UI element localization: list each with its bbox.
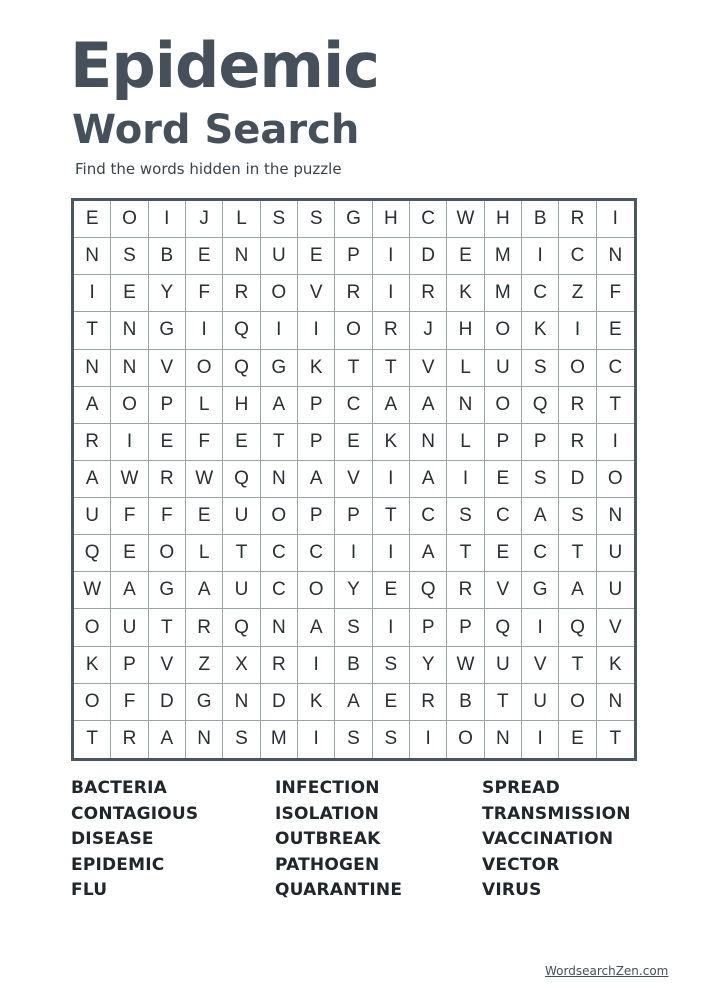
grid-cell[interactable]: A [74,387,111,424]
grid-cell[interactable]: I [373,535,410,572]
grid-cell[interactable]: U [223,572,260,609]
grid-cell[interactable]: R [74,424,111,461]
grid-cell[interactable]: E [447,238,484,275]
grid-cell[interactable]: Z [559,275,596,312]
grid-cell[interactable]: R [559,424,596,461]
grid-cell[interactable]: A [186,572,223,609]
grid-cell[interactable]: R [223,275,260,312]
grid-cell[interactable]: A [335,684,372,721]
word-item: QUARANTINE [275,880,403,901]
grid-cell[interactable]: P [410,609,447,646]
grid-cell[interactable]: W [447,201,484,238]
grid-cell[interactable]: H [485,201,522,238]
grid-cell[interactable]: N [447,387,484,424]
grid-cell[interactable]: I [298,312,335,349]
grid-cell[interactable]: X [223,647,260,684]
word-item: BACTERIA [71,778,167,798]
grid-cell[interactable]: T [74,721,111,758]
grid-cell[interactable]: C [261,572,298,609]
grid-cell[interactable]: I [111,424,148,461]
grid-cell[interactable]: E [186,238,223,275]
grid-cell[interactable]: N [74,350,111,387]
grid-cell[interactable]: N [597,684,634,721]
grid-cell[interactable]: M [485,238,522,275]
grid-cell[interactable]: E [559,721,596,758]
grid-cell[interactable]: R [111,721,148,758]
grid-cell[interactable]: O [261,498,298,535]
grid-cell[interactable]: N [186,721,223,758]
grid-cell[interactable]: E [186,498,223,535]
grid-cell[interactable]: O [74,609,111,646]
word-item: OUTBREAK [275,829,381,850]
grid-cell[interactable]: E [111,535,148,572]
grid-cell[interactable]: J [186,201,223,238]
grid-cell[interactable]: E [223,424,260,461]
grid-cell[interactable]: D [559,461,596,498]
grid-cell[interactable]: N [111,312,148,349]
word-item: INFECTION [275,778,380,798]
grid-cell[interactable]: B [149,238,186,275]
grid-cell[interactable]: O [111,387,148,424]
grid-cell[interactable]: P [485,424,522,461]
grid-cell[interactable]: I [559,312,596,349]
grid-cell[interactable]: C [410,498,447,535]
grid-cell[interactable]: T [597,387,634,424]
grid-cell[interactable]: U [223,498,260,535]
grid-cell[interactable]: Q [559,609,596,646]
grid-cell[interactable]: I [522,609,559,646]
word-item: VECTOR [482,854,560,875]
grid-cell[interactable]: E [485,535,522,572]
grid-cell[interactable]: D [410,238,447,275]
grid-cell[interactable]: P [522,424,559,461]
page-subtitle-heading: Word Search [72,107,360,153]
grid-cell[interactable]: C [597,350,634,387]
grid-cell[interactable]: Q [485,609,522,646]
grid-cell[interactable]: N [261,609,298,646]
grid-cell[interactable]: E [74,201,111,238]
grid-cell[interactable]: E [373,684,410,721]
grid-cell[interactable]: F [111,498,148,535]
grid-cell[interactable]: I [373,461,410,498]
grid-cell[interactable]: G [522,572,559,609]
grid-cell[interactable]: U [261,238,298,275]
grid-cell[interactable]: U [74,498,111,535]
grid-cell[interactable]: R [149,461,186,498]
grid-cell[interactable]: G [261,350,298,387]
grid-cell[interactable]: U [485,350,522,387]
word-item: FLU [71,880,108,901]
grid-cell[interactable]: N [597,498,634,535]
grid-cell[interactable]: Q [410,572,447,609]
grid-cell[interactable]: E [373,572,410,609]
grid-cell[interactable]: P [298,498,335,535]
grid-cell[interactable]: C [261,535,298,572]
site-link[interactable]: WordsearchZen.com [545,964,669,978]
grid-cell[interactable]: V [149,350,186,387]
grid-cell[interactable]: K [447,275,484,312]
grid-cell[interactable]: K [597,647,634,684]
grid-cell[interactable]: T [149,609,186,646]
grid-cell[interactable]: I [261,312,298,349]
grid-cell[interactable]: W [186,461,223,498]
grid-cell[interactable]: H [223,387,260,424]
grid-cell[interactable]: O [261,275,298,312]
grid-cell[interactable]: A [298,461,335,498]
grid-cell[interactable]: T [373,498,410,535]
grid-cell[interactable]: Q [522,387,559,424]
grid-cell[interactable]: C [522,535,559,572]
grid-cell[interactable]: K [373,424,410,461]
grid-cell[interactable]: J [410,312,447,349]
grid-cell[interactable]: K [298,350,335,387]
grid-cell[interactable]: F [186,424,223,461]
grid-cell[interactable]: A [111,572,148,609]
word-item: PATHOGEN [275,854,380,875]
grid-cell[interactable]: R [410,275,447,312]
grid-cell[interactable]: A [261,387,298,424]
grid-cell[interactable]: N [597,238,634,275]
grid-cell[interactable]: N [261,461,298,498]
grid-cell[interactable]: S [223,721,260,758]
grid-cell[interactable]: T [609,728,622,750]
grid-cell[interactable]: R [447,572,484,609]
grid-cell[interactable]: R [410,684,447,721]
grid-cell[interactable]: Q [223,461,260,498]
grid-cell[interactable]: I [149,201,186,238]
grid-cell[interactable]: O [485,312,522,349]
grid-cell[interactable]: W [74,572,111,609]
grid-cell[interactable]: Q [223,350,260,387]
grid-cell[interactable]: L [447,350,484,387]
grid-cell[interactable]: D [149,684,186,721]
word-item: VIRUS [482,880,542,901]
grid-cell[interactable]: R [186,609,223,646]
word-item: ISOLATION [275,803,380,824]
grid-cell[interactable]: I [298,721,335,758]
grid-cell[interactable]: P [335,498,372,535]
grid-cell[interactable]: W [111,461,148,498]
grid-cell[interactable]: I [597,201,634,238]
grid-cell[interactable]: I [522,721,559,758]
grid-cell[interactable]: S [298,201,335,238]
word-item: EPIDEMIC [71,854,165,875]
grid-cell[interactable]: A [149,721,186,758]
grid-cell[interactable]: S [373,647,410,684]
grid-cell[interactable]: Q [223,312,260,349]
grid-cell[interactable]: V [485,572,522,609]
grid-cell[interactable]: K [522,312,559,349]
grid-cell[interactable]: Z [186,647,223,684]
grid-cell[interactable]: P [447,609,484,646]
grid-cell[interactable]: T [74,312,111,349]
grid-cell[interactable]: U [597,535,634,572]
grid-cell[interactable]: O [559,350,596,387]
grid-cell[interactable]: E [111,275,148,312]
grid-cell[interactable]: K [298,684,335,721]
page-title: Epidemic [70,29,380,102]
grid-cell[interactable]: R [261,647,298,684]
grid-cell[interactable]: F [597,275,634,312]
grid-cell[interactable]: P [335,238,372,275]
grid-cell[interactable]: U [597,572,634,609]
word-list-column-1 [71,776,198,904]
word-item: CONTAGIOUS [71,803,199,824]
grid-cell[interactable]: S [447,498,484,535]
grid-cell[interactable]: S [335,721,372,758]
grid-cell[interactable]: R [559,201,596,238]
grid-cell[interactable]: T [335,350,372,387]
grid-cell[interactable]: C [335,387,372,424]
grid-cell[interactable]: E [298,238,335,275]
grid-cell[interactable]: Q [74,535,111,572]
grid-cell[interactable]: B [522,201,559,238]
grid-cell[interactable]: C [559,238,596,275]
grid-cell[interactable]: B [335,647,372,684]
grid-cell[interactable]: M [261,721,298,758]
grid-cell[interactable]: W [447,647,484,684]
grid-cell[interactable]: I [186,312,223,349]
grid-cell[interactable]: A [74,461,111,498]
grid-cell[interactable]: N [223,238,260,275]
word-list-column-3 [482,776,631,904]
grid-cell[interactable]: A [298,609,335,646]
grid-cell[interactable]: S [522,461,559,498]
grid-cell[interactable]: E [335,424,372,461]
grid-cell[interactable]: O [335,312,372,349]
word-list [0,776,707,906]
grid-cell[interactable]: A [373,387,410,424]
grid-cell[interactable]: A [559,572,596,609]
grid-cell[interactable]: V [149,647,186,684]
grid-cell[interactable]: I [373,609,410,646]
grid-cell[interactable]: V [522,647,559,684]
grid-cell[interactable]: N [485,721,522,758]
word-item: TRANSMISSION [482,803,631,824]
grid-cell[interactable]: Y [149,275,186,312]
grid-cell[interactable]: P [298,387,335,424]
grid-cell[interactable]: O [485,387,522,424]
grid-cell[interactable]: O [149,535,186,572]
instructions-text: Find the words hidden in the puzzle [75,160,342,178]
grid-cell[interactable]: P [298,424,335,461]
grid-cell[interactable]: I [410,721,447,758]
grid-cell[interactable]: V [298,275,335,312]
grid-cell[interactable]: I [298,647,335,684]
grid-cell[interactable]: F [149,498,186,535]
grid-cell[interactable]: N [410,424,447,461]
grid-cell[interactable]: N [223,684,260,721]
grid-cell[interactable]: R [559,387,596,424]
grid-cell[interactable]: I [74,275,111,312]
grid-cell[interactable]: S [261,201,298,238]
grid-cell[interactable]: R [373,312,410,349]
grid-cell[interactable]: O [111,201,148,238]
grid-cell[interactable]: G [149,312,186,349]
grid-cell[interactable]: T [261,424,298,461]
grid-cell[interactable]: H [373,201,410,238]
grid-cell[interactable]: N [74,238,111,275]
grid-cell[interactable]: V [410,350,447,387]
grid-cell[interactable]: U [522,684,559,721]
grid-cell[interactable]: U [111,609,148,646]
word-item: VACCINATION [482,829,614,850]
grid-cell[interactable]: R [335,275,372,312]
puzzle-grid-frame [71,198,637,761]
grid-cell[interactable]: Y [335,572,372,609]
grid-cell[interactable]: L [186,535,223,572]
word-item: SPREAD [482,778,560,798]
grid-cell[interactable]: N [111,350,148,387]
grid-cell[interactable]: O [597,461,634,498]
grid-cell[interactable]: T [373,350,410,387]
grid-cell[interactable]: O [298,572,335,609]
grid-cell[interactable]: O [447,721,484,758]
grid-cell[interactable]: L [447,424,484,461]
grid-cell[interactable]: O [559,684,596,721]
grid-cell[interactable]: S [373,721,410,758]
grid-cell[interactable]: F [186,275,223,312]
grid-cell[interactable]: K [74,647,111,684]
grid-cell[interactable]: A [410,461,447,498]
grid-cell[interactable]: Y [410,647,447,684]
grid-cell[interactable]: O [186,350,223,387]
grid-cell[interactable]: I [373,238,410,275]
grid-cell[interactable]: S [335,609,372,646]
grid-cell[interactable]: V [597,609,634,646]
grid-cell[interactable]: Q [223,609,260,646]
grid-cell[interactable]: A [522,498,559,535]
grid-cell[interactable]: T [559,535,596,572]
grid-cell[interactable]: T [559,647,596,684]
puzzle-grid [74,201,634,758]
grid-cell[interactable]: C [298,535,335,572]
grid-cell[interactable]: E [597,312,634,349]
grid-cell[interactable]: I [373,275,410,312]
grid-cell[interactable]: L [186,387,223,424]
grid-cell[interactable]: A [410,535,447,572]
grid-cell[interactable]: T [447,535,484,572]
grid-cell[interactable]: S [559,498,596,535]
grid-cell[interactable]: S [522,350,559,387]
grid-cell[interactable]: I [335,535,372,572]
grid-cell[interactable]: U [485,647,522,684]
grid-cell[interactable]: G [186,684,223,721]
grid-cell[interactable]: G [335,201,372,238]
grid-cell[interactable]: D [261,684,298,721]
grid-cell[interactable]: S [111,238,148,275]
grid-cell[interactable]: B [447,684,484,721]
grid-cell[interactable]: O [74,684,111,721]
grid-cell[interactable]: T [485,684,522,721]
grid-cell[interactable]: G [149,572,186,609]
grid-cell[interactable]: F [111,684,148,721]
grid-cell[interactable]: H [447,312,484,349]
grid-cell[interactable]: M [485,275,522,312]
grid-cell[interactable]: P [149,387,186,424]
grid-cell[interactable]: L [223,201,260,238]
grid-cell[interactable]: T [223,535,260,572]
grid-cell[interactable]: C [485,498,522,535]
word-list-column-2 [275,776,402,904]
grid-cell[interactable]: E [149,424,186,461]
grid-cell[interactable]: P [111,647,148,684]
grid-cell[interactable]: A [410,387,447,424]
grid-cell[interactable]: C [522,275,559,312]
grid-cell[interactable]: I [597,424,634,461]
grid-cell[interactable]: E [485,461,522,498]
grid-cell[interactable]: V [335,461,372,498]
word-item: DISEASE [71,829,154,850]
grid-cell[interactable]: I [447,461,484,498]
grid-cell[interactable]: C [410,201,447,238]
grid-cell[interactable]: I [522,238,559,275]
